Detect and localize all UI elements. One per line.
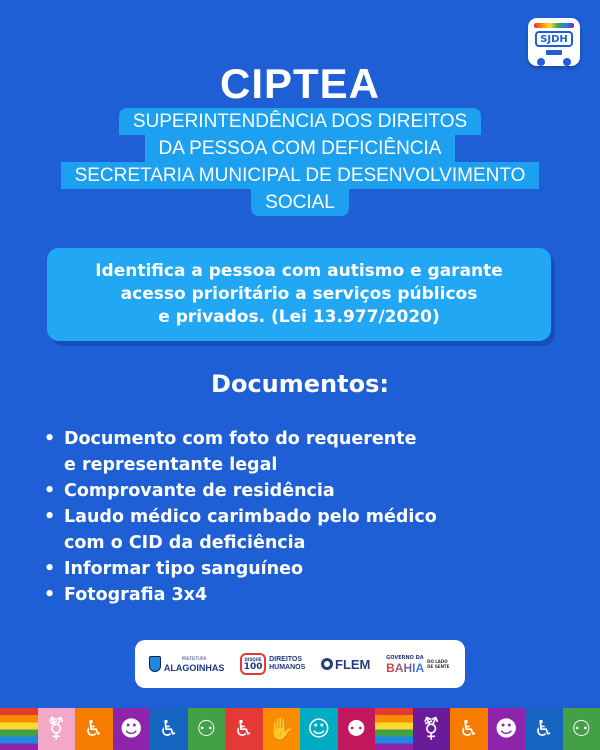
list-item [44, 582, 564, 608]
list-item [44, 504, 564, 556]
description-box [47, 248, 551, 341]
disque-100-logo [240, 653, 305, 675]
ethnicity-icon: ☻ [113, 708, 151, 750]
sign-language-icon: ✋ [263, 708, 301, 750]
gov-label: GOVERNO DA [386, 655, 424, 661]
wheelchair-icon: ♿ [150, 708, 188, 750]
community-icon: ⚉ [338, 708, 376, 750]
rainbow-stripe [534, 23, 574, 28]
elderly-icon: ♿ [450, 708, 488, 750]
family-icon: ⚇ [188, 708, 226, 750]
list-item-text: e representante legal [64, 455, 278, 475]
inclusion-icon-strip [0, 708, 600, 750]
subtitle-line: DA PESSOA COM DEFICIÊNCIA [145, 135, 456, 162]
description-line: Identifica a pessoa com autismo e garante [95, 261, 503, 281]
flem-logo [321, 657, 370, 672]
disque-number: 100 [243, 661, 263, 672]
page-title: CIPTEA [219, 60, 380, 107]
gov-name: BAHIA [386, 661, 425, 675]
list-item-text: com o CID da deficiência [64, 533, 306, 553]
bullet: • [44, 559, 56, 579]
partner-logos-bar [135, 640, 465, 688]
sjdh-bus-logo [528, 18, 580, 66]
list-item [44, 478, 564, 504]
bullet: • [44, 585, 56, 605]
bullet: • [44, 481, 56, 501]
direitos-humanos-line: DIREITOS [269, 656, 303, 663]
documents-heading: Documentos: [211, 370, 389, 398]
list-item-text: Documento com foto do requerente [64, 429, 417, 449]
bus-plate [546, 50, 562, 55]
disque-badge [240, 653, 266, 675]
bullet: • [44, 429, 56, 449]
disque-label: DISQUE [244, 656, 262, 662]
subtitle-line: SECRETARIA MUNICIPAL DE DESENVOLVIMENTO [61, 162, 540, 189]
family-icon: ⚇ [563, 708, 600, 750]
governo-bahia-logo [386, 654, 451, 674]
list-item [44, 556, 564, 582]
age-icon: ♿ [225, 708, 263, 750]
flem-label: FLEM [335, 656, 371, 672]
pride-flag-icon [0, 708, 38, 750]
bullet: • [44, 507, 56, 527]
list-item-text: Laudo médico carimbado pelo médico [64, 507, 437, 527]
prefeitura-name: ALAGOINHAS [163, 663, 225, 673]
list-item-text: Comprovante de residência [64, 481, 335, 501]
list-item-text: Informar tipo sanguíneo [64, 559, 304, 579]
accessibility-icon: ☺ [300, 708, 338, 750]
pride-flag-icon [375, 708, 413, 750]
transgender-icon: ⚧ [38, 708, 76, 750]
description-line: e privados. (Lei 13.977/2020) [158, 307, 440, 327]
subtitle-line: SUPERINTENDÊNCIA DOS DIREITOS [119, 108, 481, 135]
elderly-icon: ♿ [75, 708, 113, 750]
transgender-icon: ⚧ [413, 708, 451, 750]
flem-ring-icon [321, 658, 333, 670]
documents-list [44, 426, 564, 608]
gov-tagline: DO LADO DE GENTE [427, 659, 450, 669]
list-item-text: Fotografia 3x4 [64, 585, 208, 605]
description-line: acesso prioritário a serviços públicos [120, 284, 478, 304]
ethnicity-icon: ☻ [488, 708, 526, 750]
list-item [44, 426, 564, 478]
crest-icon [149, 656, 161, 672]
prefeitura-label: PREFEITURA [181, 656, 207, 661]
prefeitura-logo [149, 655, 225, 673]
direitos-humanos-line: HUMANOS [269, 664, 306, 671]
subtitle-line: SOCIAL [251, 189, 349, 216]
wheelchair-icon: ♿ [525, 708, 563, 750]
subtitle-block [0, 108, 600, 216]
sjdh-label: SJDH [535, 31, 573, 47]
